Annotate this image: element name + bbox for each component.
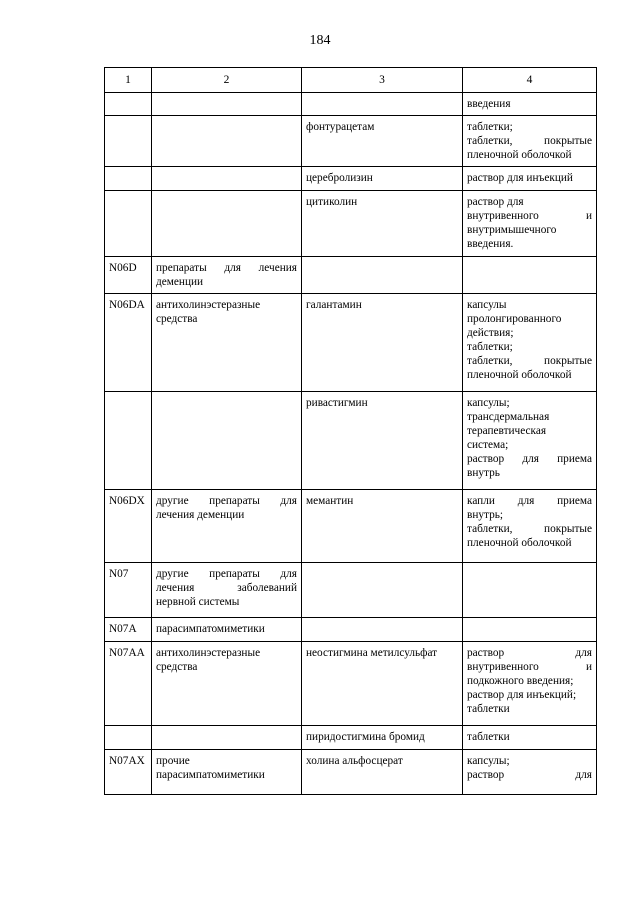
form-cell bbox=[463, 294, 597, 392]
code-cell bbox=[105, 116, 152, 167]
form-cell-line: внутривенного и bbox=[467, 661, 592, 673]
code-cell bbox=[105, 93, 152, 116]
form-cell-line: терапевтическая bbox=[467, 425, 547, 437]
group-cell-line: прочие bbox=[156, 755, 190, 767]
drug-cell bbox=[302, 167, 463, 191]
code-cell-text: N07AA bbox=[109, 647, 145, 659]
drug-cell bbox=[302, 294, 463, 392]
group-cell bbox=[152, 392, 302, 490]
group-cell-line: парасимпатомиметики bbox=[156, 623, 265, 635]
group-cell-line: другие препараты для bbox=[156, 568, 297, 580]
form-cell-line: введения bbox=[467, 98, 511, 110]
drug-table bbox=[104, 67, 597, 795]
group-cell-line: препараты для лечения bbox=[156, 262, 297, 274]
header-col-1: 1 bbox=[105, 68, 152, 93]
form-cell bbox=[463, 93, 597, 116]
drug-cell-text: ривастигмин bbox=[306, 397, 368, 409]
code-cell-text: N07A bbox=[109, 623, 137, 635]
form-cell bbox=[463, 563, 597, 618]
form-cell-line: капсулы bbox=[467, 299, 507, 311]
group-cell-line: парасимпатомиметики bbox=[156, 769, 265, 781]
form-cell-line: внутрь bbox=[467, 467, 500, 479]
form-cell bbox=[463, 642, 597, 726]
form-cell-line: таблетки; bbox=[467, 121, 513, 133]
code-cell-text: N07 bbox=[109, 568, 129, 580]
form-cell bbox=[463, 392, 597, 490]
table-header-row bbox=[105, 68, 597, 93]
form-cell-line: внутрь; bbox=[467, 509, 504, 521]
code-cell-text: N06DX bbox=[109, 495, 145, 507]
drug-cell-text: пиридостигмина бромид bbox=[306, 731, 425, 743]
code-cell bbox=[105, 563, 152, 618]
table-row bbox=[105, 618, 597, 642]
form-cell-line: пролонгированного bbox=[467, 313, 562, 325]
group-cell bbox=[152, 257, 302, 294]
table-row bbox=[105, 93, 597, 116]
form-cell-line: таблетки bbox=[467, 731, 510, 743]
form-cell bbox=[463, 726, 597, 750]
drug-cell bbox=[302, 563, 463, 618]
form-cell-line: раствор для инъекций; bbox=[467, 689, 577, 701]
form-cell-line: капсулы; bbox=[467, 755, 510, 767]
table-row bbox=[105, 392, 597, 490]
table-row bbox=[105, 257, 597, 294]
form-cell bbox=[463, 750, 597, 795]
form-cell-line: таблетки, покрытые bbox=[467, 523, 592, 535]
form-cell-line: раствор для приема bbox=[467, 453, 592, 465]
code-cell bbox=[105, 642, 152, 726]
code-cell bbox=[105, 167, 152, 191]
form-cell-line: внутривенного и bbox=[467, 210, 592, 222]
form-cell bbox=[463, 167, 597, 191]
table-row bbox=[105, 294, 597, 392]
drug-cell bbox=[302, 750, 463, 795]
group-cell-line: другие препараты для bbox=[156, 495, 297, 507]
form-cell-line: таблетки; bbox=[467, 341, 513, 353]
drug-cell bbox=[302, 93, 463, 116]
drug-cell bbox=[302, 726, 463, 750]
code-cell-text: N07AX bbox=[109, 755, 145, 767]
drug-cell bbox=[302, 191, 463, 257]
form-cell-line: подкожного введения; bbox=[467, 675, 574, 687]
page-number: 184 bbox=[309, 33, 331, 48]
drug-cell bbox=[302, 116, 463, 167]
form-cell-line: пленочной оболочкой bbox=[467, 537, 572, 549]
code-cell bbox=[105, 618, 152, 642]
form-cell-line: таблетки, покрытые bbox=[467, 355, 592, 367]
drug-cell-text: галантамин bbox=[306, 299, 362, 311]
table-row bbox=[105, 167, 597, 191]
form-cell-line: капсулы; bbox=[467, 397, 510, 409]
table-row bbox=[105, 726, 597, 750]
code-cell bbox=[105, 191, 152, 257]
code-cell bbox=[105, 257, 152, 294]
drug-cell bbox=[302, 642, 463, 726]
code-cell bbox=[105, 726, 152, 750]
group-cell-line: антихолинэстеразные bbox=[156, 647, 261, 659]
form-cell-line: действия; bbox=[467, 327, 514, 339]
group-cell bbox=[152, 93, 302, 116]
form-cell-line: система; bbox=[467, 439, 509, 451]
drug-cell-text: фонтурацетам bbox=[306, 121, 375, 133]
form-cell-line: раствор для bbox=[467, 196, 524, 208]
form-cell-line: капли для приема bbox=[467, 495, 592, 507]
group-cell-line: средства bbox=[156, 661, 198, 673]
group-cell-line: антихолинэстеразные bbox=[156, 299, 261, 311]
group-cell bbox=[152, 642, 302, 726]
group-cell bbox=[152, 750, 302, 795]
form-cell-line: пленочной оболочкой bbox=[467, 149, 572, 161]
group-cell bbox=[152, 116, 302, 167]
group-cell bbox=[152, 726, 302, 750]
table-row bbox=[105, 191, 597, 257]
header-col-3: 3 bbox=[302, 68, 463, 93]
code-cell-text: N06D bbox=[109, 262, 137, 274]
drug-cell-text: неостигмина метилсульфат bbox=[306, 647, 438, 659]
form-cell bbox=[463, 490, 597, 563]
code-cell bbox=[105, 750, 152, 795]
form-cell-line: раствор для bbox=[467, 769, 592, 781]
group-cell bbox=[152, 167, 302, 191]
drug-cell bbox=[302, 490, 463, 563]
table-row bbox=[105, 750, 597, 795]
table-row bbox=[105, 490, 597, 563]
group-cell bbox=[152, 563, 302, 618]
table-row bbox=[105, 642, 597, 726]
form-cell-line: пленочной оболочкой bbox=[467, 369, 572, 381]
drug-cell-text: цитиколин bbox=[306, 196, 358, 208]
header-col-4: 4 bbox=[463, 68, 597, 93]
form-cell-line: трансдермальная bbox=[467, 411, 550, 423]
table-row bbox=[105, 116, 597, 167]
group-cell bbox=[152, 490, 302, 563]
code-cell bbox=[105, 294, 152, 392]
group-cell-line: лечения деменции bbox=[156, 509, 245, 521]
form-cell bbox=[463, 257, 597, 294]
drug-cell bbox=[302, 392, 463, 490]
drug-cell-text: церебролизин bbox=[306, 172, 373, 184]
group-cell bbox=[152, 294, 302, 392]
group-cell bbox=[152, 191, 302, 257]
group-cell-line: нервной системы bbox=[156, 596, 240, 608]
form-cell bbox=[463, 618, 597, 642]
group-cell-line: лечения заболеваний bbox=[156, 582, 297, 594]
drug-cell-text: мемантин bbox=[306, 495, 354, 507]
code-cell bbox=[105, 392, 152, 490]
form-cell bbox=[463, 191, 597, 257]
drug-cell bbox=[302, 257, 463, 294]
header-col-2: 2 bbox=[152, 68, 302, 93]
form-cell-line: таблетки bbox=[467, 703, 510, 715]
group-cell-line: средства bbox=[156, 313, 198, 325]
table-row bbox=[105, 563, 597, 618]
form-cell-line: введения. bbox=[467, 238, 514, 250]
form-cell-line: раствор для bbox=[467, 647, 592, 659]
form-cell bbox=[463, 116, 597, 167]
drug-cell bbox=[302, 618, 463, 642]
group-cell bbox=[152, 618, 302, 642]
form-cell-line: таблетки, покрытые bbox=[467, 135, 592, 147]
form-cell-line: внутримышечного bbox=[467, 224, 557, 236]
group-cell-line: деменции bbox=[156, 276, 204, 288]
form-cell-line: раствор для инъекций bbox=[467, 172, 573, 184]
drug-cell-text: холина альфосцерат bbox=[306, 755, 403, 767]
code-cell-text: N06DA bbox=[109, 299, 145, 311]
code-cell bbox=[105, 490, 152, 563]
